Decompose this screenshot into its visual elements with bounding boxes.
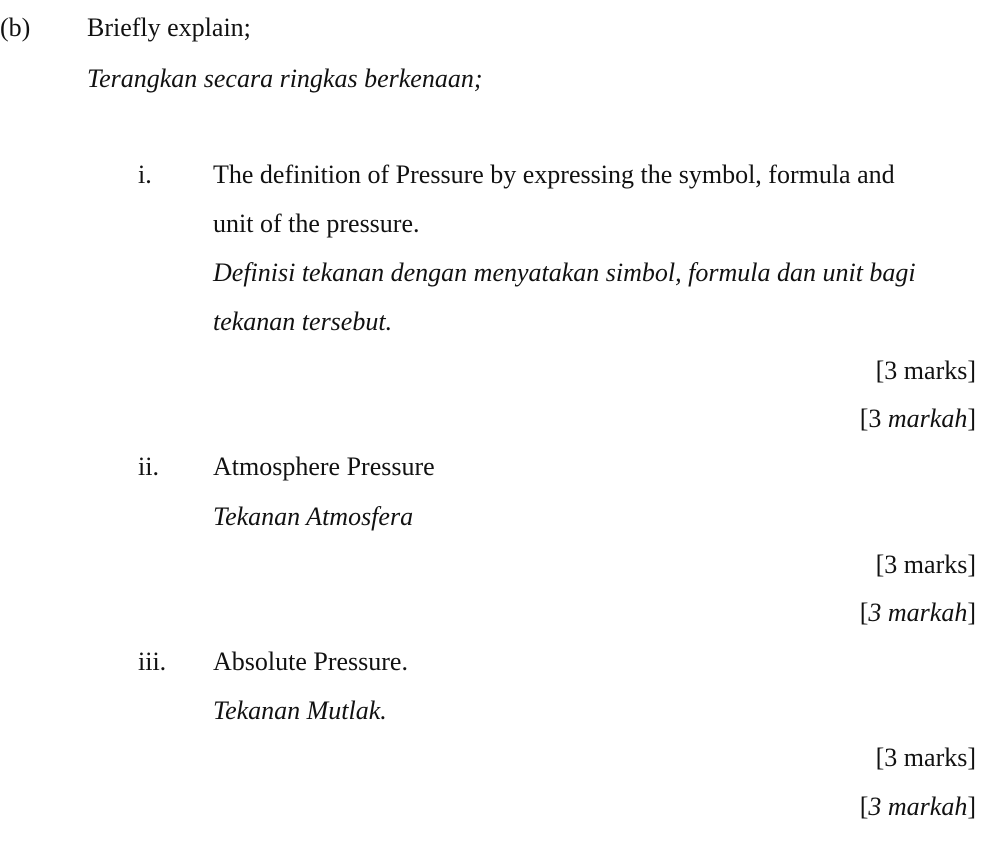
marks-en: [3 marks]	[875, 550, 976, 579]
marks-ms: [3 markah]	[859, 792, 976, 821]
item-text-en: unit of the pressure.	[213, 209, 420, 238]
item-text-ms: Tekanan Atmosfera	[213, 502, 414, 531]
marks-ms: [3 markah]	[859, 404, 976, 433]
marks-en: [3 marks]	[875, 743, 976, 772]
item-text-en: Atmosphere Pressure	[213, 452, 435, 481]
question-prompt-en: Briefly explain;	[87, 13, 251, 42]
marks-ms: [3 markah]	[859, 598, 976, 627]
item-number: iii.	[138, 647, 167, 676]
question-prompt-ms: Terangkan secara ringkas berkenaan;	[87, 64, 483, 93]
item-text-ms: tekanan tersebut.	[213, 307, 393, 336]
marks-en: [3 marks]	[875, 356, 976, 385]
item-number: i.	[138, 160, 152, 189]
item-number: ii.	[138, 452, 159, 481]
question-label: (b)	[0, 13, 31, 42]
item-text-en: The definition of Pressure by expressing the symbol, formula and	[213, 160, 895, 189]
item-text-ms: Tekanan Mutlak.	[213, 696, 387, 725]
item-text-ms: Definisi tekanan dengan menyatakan simbol, formula dan unit bagi	[213, 258, 916, 287]
item-text-en: Absolute Pressure.	[213, 647, 408, 676]
